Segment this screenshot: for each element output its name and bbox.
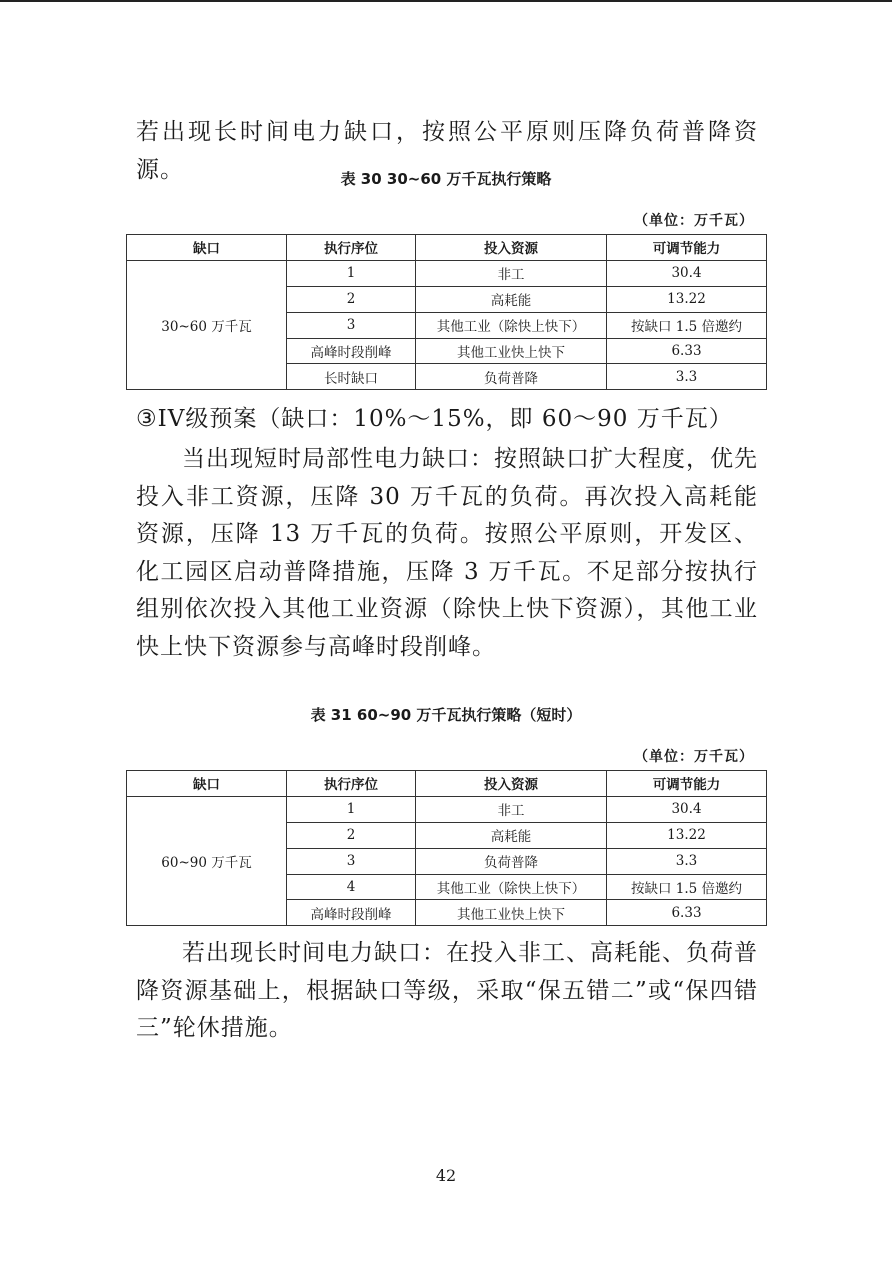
resource-cell: 非工 [416,796,607,822]
capacity-cell: 3.3 [607,364,767,390]
order-cell: 1 [287,796,416,822]
capacity-cell: 13.22 [607,822,767,848]
header-gap: 缺口 [127,771,287,797]
capacity-cell: 30.4 [607,260,767,286]
capacity-cell: 6.33 [607,900,767,926]
capacity-cell: 按缺口 1.5 倍邀约 [607,874,767,900]
order-cell: 2 [287,286,416,312]
resource-cell: 其他工业快上快下 [416,900,607,926]
table30 [126,234,767,390]
header-gap: 缺口 [127,235,287,261]
capacity-cell: 6.33 [607,338,767,364]
resource-cell: 其他工业（除快上快下） [416,874,607,900]
order-cell: 1 [287,260,416,286]
gap-cell: 30~60 万千瓦 [127,260,287,389]
order-cell: 长时缺口 [287,364,416,390]
intro-line: 若出现长时间电力缺口，按照公平原则压降负荷普降资源。 [136,119,758,183]
header-resource: 投入资源 [416,771,607,797]
order-cell: 3 [287,848,416,874]
plan-heading: ③IV级预案（缺口：10%～15%，即 60～90 万千瓦） [136,406,733,432]
capacity-cell: 3.3 [607,848,767,874]
page-number: 42 [435,1166,457,1185]
header-resource: 投入资源 [416,235,607,261]
capacity-cell: 按缺口 1.5 倍邀约 [607,312,767,338]
order-cell: 3 [287,312,416,338]
resource-cell: 负荷普降 [416,364,607,390]
resource-cell: 其他工业（除快上快下） [416,312,607,338]
top-rule [0,0,892,2]
capacity-cell: 13.22 [607,286,767,312]
plan-paragraph: 当出现短时局部性电力缺口：按照缺口扩大程度，优先投入非工资源，压降 30 万千瓦的负荷。再次投入高耗能资源，压降 13 万千瓦的负荷。按照公平原则，开发区、化工园区启动普降措施，压降 3 万千瓦。不足部分按执行组别依次投入其他工业资源（除快上快下资源），其他工业快上快下资源参与高峰时段削峰。 [136,446,758,660]
table31-unit: （单位：万千瓦） [634,749,754,765]
table30-caption: 表 30 30~60 万千瓦执行策略 [340,170,552,188]
header-order: 执行序位 [287,235,416,261]
resource-cell: 非工 [416,260,607,286]
header-capacity: 可调节能力 [607,771,767,797]
order-cell: 2 [287,822,416,848]
table30-unit: （单位：万千瓦） [634,213,754,229]
header-capacity: 可调节能力 [607,235,767,261]
resource-cell: 高耗能 [416,822,607,848]
resource-cell: 高耗能 [416,286,607,312]
table-row [127,260,767,286]
order-cell: 高峰时段削峰 [287,900,416,926]
table31-caption: 表 31 60~90 万千瓦执行策略（短时） [310,706,582,724]
resource-cell: 其他工业快上快下 [416,338,607,364]
table-header-row [127,235,767,261]
order-cell: 4 [287,874,416,900]
gap-cell: 60~90 万千瓦 [127,796,287,925]
table-row [127,796,767,822]
capacity-cell: 30.4 [607,796,767,822]
order-cell: 高峰时段削峰 [287,338,416,364]
table31 [126,770,767,926]
table-header-row [127,771,767,797]
header-order: 执行序位 [287,771,416,797]
resource-cell: 负荷普降 [416,848,607,874]
closing-paragraph: 若出现长时间电力缺口：在投入非工、高耗能、负荷普降资源基础上，根据缺口等级，采取“保五错二”或“保四错三”轮休措施。 [136,940,758,1042]
